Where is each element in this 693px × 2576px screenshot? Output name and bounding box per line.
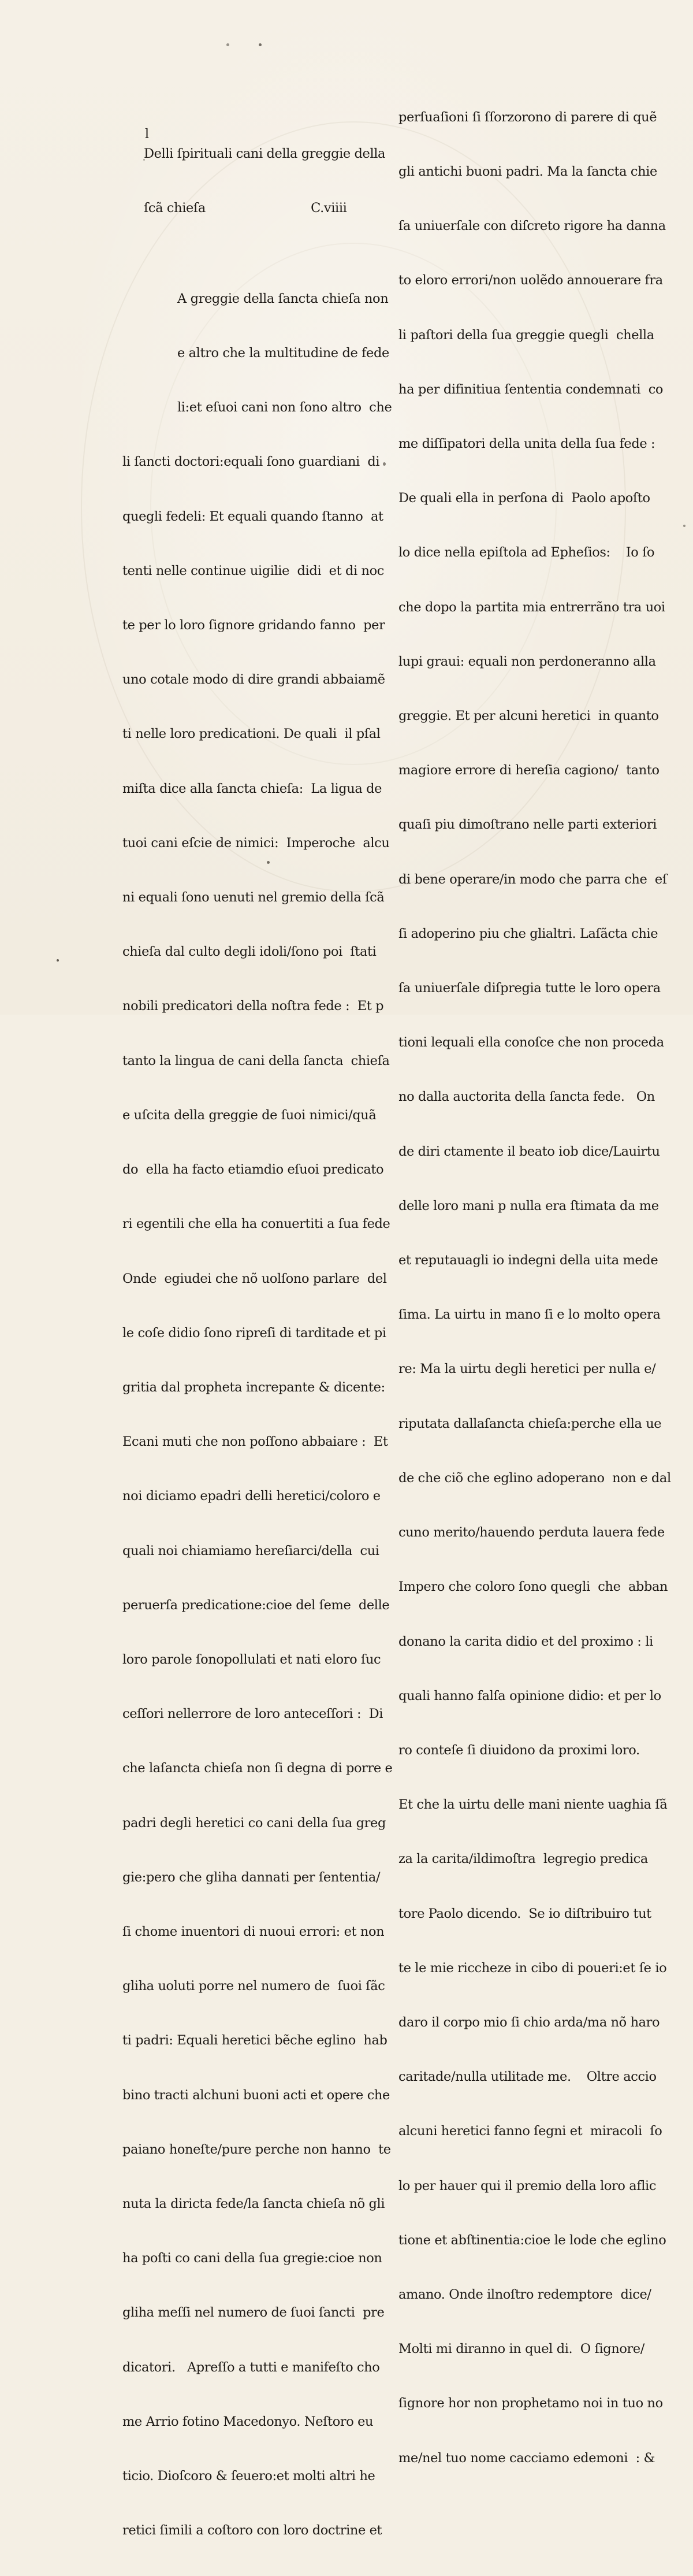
text-line: miſta dice alla ſancta chieſa: La ligua de [122,781,382,796]
text-line: et reputauagli io indegni della uita mede [398,1253,658,1268]
text-line: caritade/nulla utilitade me. Oltre accio [398,2069,657,2085]
text-line: za la carita/ildimoſtra legregio predica [398,1851,648,1867]
text-line: gli antichi buoni padri. Ma la ſancta chie [398,164,657,180]
text-line: li paſtori della ſua greggie quegli chella [398,327,654,343]
text-line: quali hanno falſa opinione didio: et per lo [398,1688,661,1703]
text-line: tenti nelle continue uigilie didi et di noc [122,563,384,578]
text-line: loro parole ſonopollulati et nati eloro ſuc [122,1651,381,1667]
text-line: cuno merito/hauendo perduta lauera fede [398,1525,665,1541]
text-line: de che ciõ che eglino adoperano non e dal [398,1470,671,1486]
text-line: me Arrio fotino Macedonyo. Neſtoro eu [122,2414,374,2429]
text-line: ro conteſe ſi diuidono da proximi loro. [398,1742,640,1758]
text-line: re: Ma la uirtu degli heretici per nulla e/ [398,1361,656,1377]
initial-guide-letter: l [145,127,150,142]
chapter-title-line: Delli ſpirituali cani della greggie della [144,146,386,161]
text-line: donano la carita didio et del proximo : li [398,1634,653,1649]
text-line: di bene operare/in modo che parra che eſ [398,871,667,887]
text-line: gie:pero che gliha dannati per ſententia/ [122,1869,381,1885]
chapter-title-line: ſcã chieſa C.viiii [144,200,347,216]
text-line: amano. Onde ilnoſtro redemptore dice/ [398,2287,651,2302]
text-line: ti nelle loro predicationi. De quali il pſal [122,726,381,742]
text-line: lo dice nella epiſtola ad Epheſios: Io ſo [398,545,655,561]
paper-speck [57,959,59,962]
text-line: Et che la uirtu delle mani niente uaghia ſã [398,1797,668,1813]
text-line: ſignore hor non prophetamo noi in tuo no [398,2396,663,2411]
text-line: De quali ella in perſona di Paolo apoſto [398,491,650,506]
printer-mark [267,861,270,864]
text-line: te le mie riccheze in cibo di poueri:et ſe io [398,1960,667,1976]
text-line: che dopo la partita mia entrerrãno tra uoi [398,599,665,615]
chapter-title [122,109,386,254]
text-line: e altro che la multitudine de fede [177,346,389,361]
text-line: quali noi chiamiamo hereſiarci/della cui [122,1543,379,1558]
text-line: tanto la lingua de cani della ſancta chieſa [122,1053,390,1068]
text-line: me/nel tuo nome cacciamo edemoni : & [398,2450,655,2466]
text-line: alcuni heretici fanno ſegni et miracoli ſo [398,2124,662,2139]
text-line: ti padri: Equali heretici bẽche eglino hab [122,2033,388,2048]
text-line: ſima. La uirtu in mano ſi e lo molto opera [398,1307,661,1323]
text-line: quaſi piu dimoſtrano nelle parti exteriori [398,817,657,833]
text-line: lupi graui: equali non perdoneranno alla [398,654,656,669]
text-line: tore Paolo dicendo. Se io diſtribuiro tut [398,1906,651,1921]
text-line: li:et eſuoi cani non ſono altro che [177,400,392,415]
text-line: Onde egiudei che nõ uolſono parlare del [122,1271,387,1286]
text-line: ticio. Dioſcoro & ſeuero:et molti altri he [122,2468,375,2484]
text-line: che laſancta chieſa non ſi degna di porre e [122,1761,393,1776]
text-line: nuta la diricta fede/la ſancta chieſa nõ gli [122,2196,385,2211]
text-line: padri degli heretici co cani della ſua greg [122,1815,386,1831]
text-line: gliha uoluti porre nel numero de ſuoi ſãc [122,1979,385,1994]
paper-speck [226,43,229,46]
text-line: gliha meſſi nel numero de ſuoi ſancti pre [122,2305,385,2321]
text-line: do ella ha facto etiamdio eſuoi predicato [122,1162,384,1178]
paper-speck [383,462,386,466]
text-line: delle loro mani p nulla era ſtimata da me [398,1198,659,1213]
text-line: greggie. Et per alcuni heretici in quanto [398,708,659,724]
paper-speck [683,525,685,527]
paper-speck [259,43,262,46]
text-line: peruerſa predicatione:cioe del ſeme delle [122,1597,390,1613]
text-line: lo per hauer qui il premio della loro aflic [398,2178,657,2193]
text-line: to eloro errori/non uolẽdo annouerare fra [398,273,663,288]
text-line: magiore errore di hereſia cagiono/ tanto [398,763,660,778]
text-line: chieſa dal culto degli idoli/ſono poi ſtati [122,944,377,960]
text-line: retici ſimili a coſtoro con loro doctrine et [122,2523,382,2538]
text-line: Ecani muti che non poſſono abbaiare : Et [122,1434,388,1450]
text-line: ha poſti co cani della ſua gregie:cioe non [122,2251,382,2266]
text-line: tioni lequali ella conoſce che non proceda [398,1035,664,1051]
text-line: tione et abſtinentia:cioe le lode che eglino [398,2232,666,2248]
text-line: quegli fedeli: Et equali quando ſtanno at [122,508,383,524]
text-line: tuoi cani eſcie de nimici: Imperoche alcu [122,835,390,851]
right-column [398,72,671,2504]
text-line: A greggie della ſancta chieſa non [177,291,389,306]
text-line: nobili predicatori della noſtra fede : Et p [122,999,384,1014]
left-column [122,72,393,2576]
text-line: perſuaſioni ſi ſſorzorono di parere di quẽ [398,109,657,125]
text-line: ha per difinitiua ſententia condemnati co [398,381,664,397]
text-line: ri egentili che ella ha conuertiti a ſua fede [122,1216,390,1232]
text-line: e uſcita della greggie de ſuoi nimici/quã [122,1107,377,1123]
text-line: le coſe didio ſono ripreſi di tarditade et pi [122,1325,386,1341]
text-line: daro il corpo mio ſi chio arda/ma nõ haro [398,2014,660,2030]
text-line: te per lo loro ſignore gridando fanno per [122,618,385,633]
text-line: riputata dallaſancta chieſa:perche ella ue [398,1416,662,1431]
text-line: uno cotale modo di dire grandi abbaiamẽ [122,672,385,688]
text-line: Molti mi diranno in quel di. O ſignore/ [398,2341,644,2357]
text-line: Impero che coloro ſono quegli che abban [398,1579,668,1595]
text-line: paiano honeſte/pure perche non hanno te [122,2141,391,2157]
text-line: li ſancti doctori:equali ſono guardiani di [122,454,380,470]
text-line: de diri ctamente il beato iob dice/Lauirtu [398,1144,660,1159]
text-line: me diſſipatori della unita della ſua fede : [398,436,655,452]
text-line: ceſſori nellerrore de loro anteceſſori : Di [122,1706,383,1722]
text-line: ſa uniuerſale con diſcreto rigore ha danna [398,218,666,234]
text-line: no dalla auctorita della ſancta fede. On [398,1089,655,1105]
text-line: ni equali ſono uenuti nel gremio della ſcã [122,890,385,905]
text-line: ſi chome inuentori di nuoui errori: et non [122,1924,385,1939]
text-line: gritia dal propheta increpante & dicente: [122,1379,385,1395]
text-line: bino tracti alchuni buoni acti et opere che [122,2087,390,2103]
text-line: ſi adoperino piu che glialtri. Laſãcta chie [398,926,658,941]
text-line: dicatori. Apreſſo a tutti e manifeſto cho [122,2359,380,2375]
text-line: noi diciamo epadri delli heretici/coloro e [122,1489,381,1504]
text-line: ſa uniuerſale diſpregia tutte le loro opera [398,981,661,996]
